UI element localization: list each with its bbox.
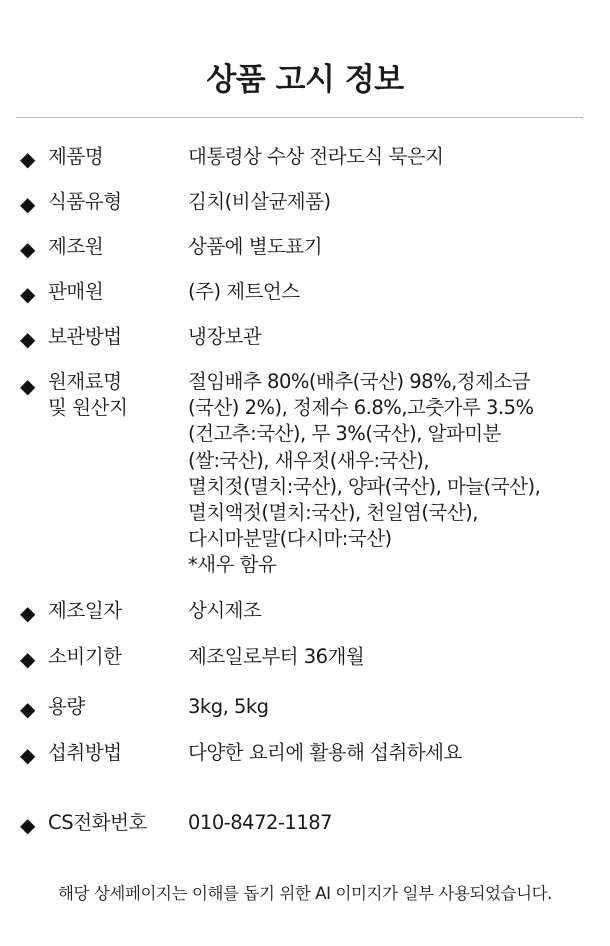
row-label: 제조원 [48,235,104,258]
ingredient-line: 멸치젓(멸치:국산), 양파(국산), 마늘(국산), [188,474,541,498]
diamond-bullet-icon: ◆ [20,813,36,837]
diamond-bullet-icon: ◆ [20,192,36,216]
row-label: 소비기한 [48,645,122,668]
diamond-bullet-icon: ◆ [20,601,36,625]
diamond-bullet-icon: ◆ [20,327,36,351]
row-value: 대통령상 수상 전라도식 묵은지 [188,145,444,168]
row-label: CS전화번호 [48,811,147,834]
diamond-bullet-icon: ◆ [20,282,36,306]
row-value: 다양한 요리에 활용해 섭취하세요 [188,741,462,764]
ai-image-disclaimer: 해당 상세페이지는 이해를 돕기 위한 AI 이미지가 일부 사용되었습니다. [57,884,553,903]
row-label-line: 원재료명 [48,370,122,393]
ingredient-line: (쌀:국산), 새우젓(새우:국산), [188,448,430,472]
cs-phone-number: 010-8472-1187 [188,811,333,834]
row-value: 상품에 별도표기 [188,235,323,258]
diamond-bullet-icon: ◆ [20,374,36,398]
row-value: 상시제조 [188,599,262,622]
page-title: 상품 고시 정보 [206,62,404,98]
ingredient-line: (건고추:국산), 무 3%(국산), 알파미분 [188,422,501,446]
row-value: 3kg, 5kg [188,695,269,718]
row-label [48,369,128,421]
title-divider [16,117,583,118]
row-value: 냉장보관 [188,325,262,348]
row-label: 용량 [48,695,85,718]
ingredient-line: 멸치액젓(멸치:국산), 천일염(국산), [188,501,478,525]
row-label: 제조일자 [48,599,122,622]
ingredient-line: 다시마분말(다시마:국산) [188,527,392,551]
ingredient-line: (국산) 2%), 정제수 6.8%,고춧가루 3.5% [188,396,534,420]
row-label: 보관방법 [48,325,122,348]
row-label: 제품명 [48,145,104,168]
ingredient-line: 절임배추 80%(배추(국산) 98%,정제소금 [188,370,531,393]
allergen-note: *새우 함유 [188,553,277,577]
row-value: 제조일로부터 36개월 [188,645,365,668]
row-label-line: 및 원산지 [48,396,128,419]
diamond-bullet-icon: ◆ [20,147,36,171]
diamond-bullet-icon: ◆ [20,743,36,767]
diamond-bullet-icon: ◆ [20,697,36,721]
diamond-bullet-icon: ◆ [20,237,36,261]
row-value [188,369,598,579]
row-label: 식품유형 [48,190,122,213]
row-label: 판매원 [48,280,104,303]
row-value: (주) 제트언스 [188,280,300,303]
row-label: 섭취방법 [48,741,122,764]
row-value: 김치(비살균제품) [188,190,331,213]
diamond-bullet-icon: ◆ [20,647,36,671]
